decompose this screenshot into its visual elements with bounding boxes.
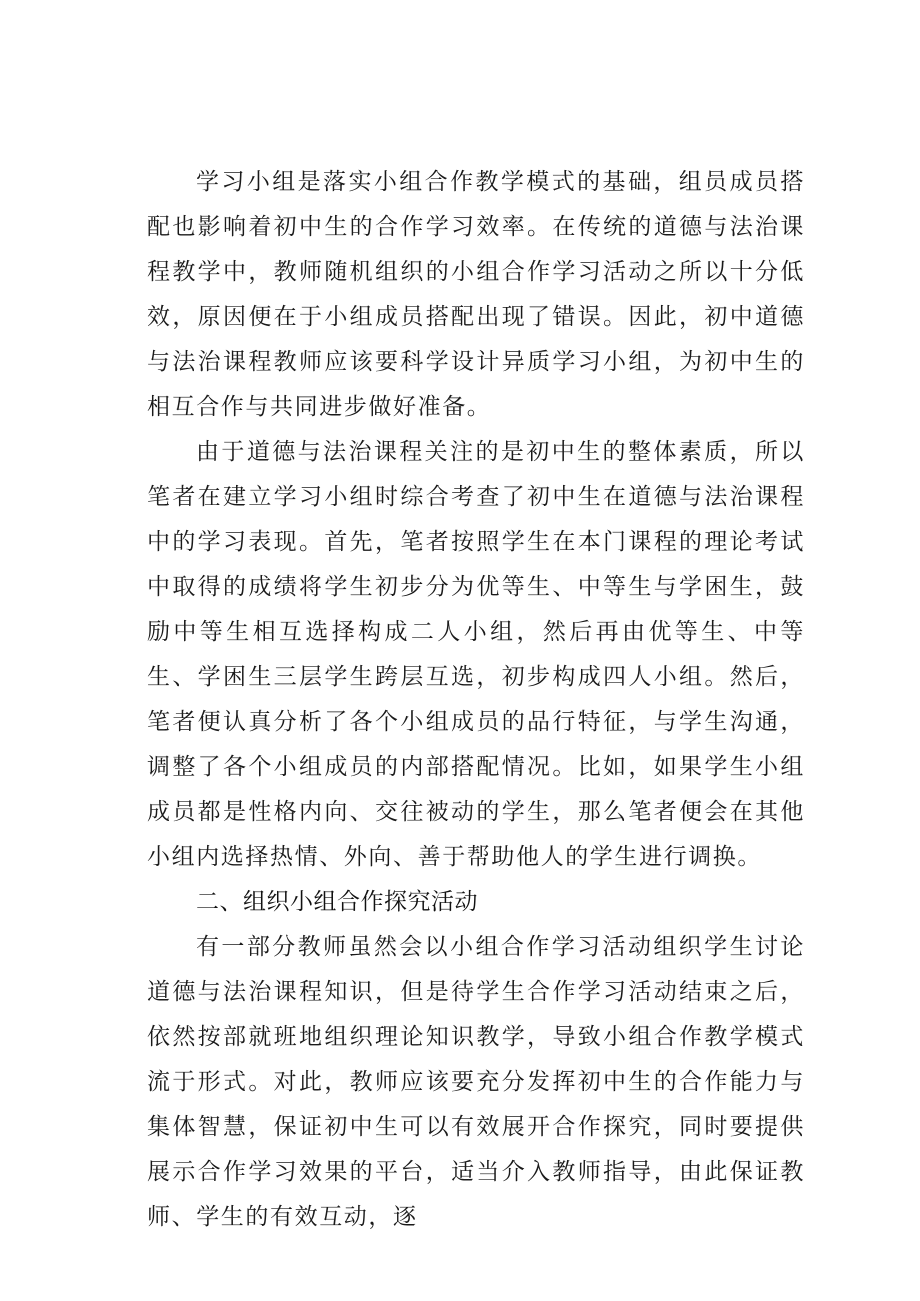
section-heading: 二、组织小组合作探究活动 [196,889,478,915]
paragraph-study-groups: 学习小组是落实小组合作教学模式的基础，组员成员搭配也影响着初中生的合作学习效率。在传统的道德与法治课程教学中，教师随机组织的小组合作学习活动之所以十分低效，原因便在于小组成员搭配出现了错误。因此，初中道德与法治课程教师应该要科学设计异质学习小组，为初中生的相互合作与共同进步做好准备。 [147,169,805,420]
paragraph-group-formation: 由于道德与法治课程关注的是初中生的整体素质，所以笔者在建立学习小组时综合考查了初中生在道德与法治课程中的学习表现。首先，笔者按照学生在本门课程的理论考试中取得的成绩将学生初步分为优等生、中等生与学困生，鼓励中等生相互选择构成二人小组，然后再由优等生、中等生、学困生三层学生跨层互选，初步构成四人小组。然后，笔者便认真分析了各个小组成员的品行特征，与学生沟通，调整了各个小组成员的内部搭配情况。比如，如果学生小组成员都是性格内向、交往被动的学生，那么笔者便会在其他小组内选择热情、外向、善于帮助他人的学生进行调换。 [147,439,805,870]
paragraph-cooperative-inquiry: 有一部分教师虽然会以小组合作学习活动组织学生讨论道德与法治课程知识，但是待学生合作学习活动结束之后，依然按部就班地组织理论知识教学，导致小组合作教学模式流于形式。对此，教师应该要充分发挥初中生的合作能力与集体智慧，保证初中生可以有效展开合作探究，同时要提供展示合作学习效果的平台，适当介入教师指导，由此保证教师、学生的有效互动，逐 [147,934,805,1230]
document-body [147,160,805,1240]
